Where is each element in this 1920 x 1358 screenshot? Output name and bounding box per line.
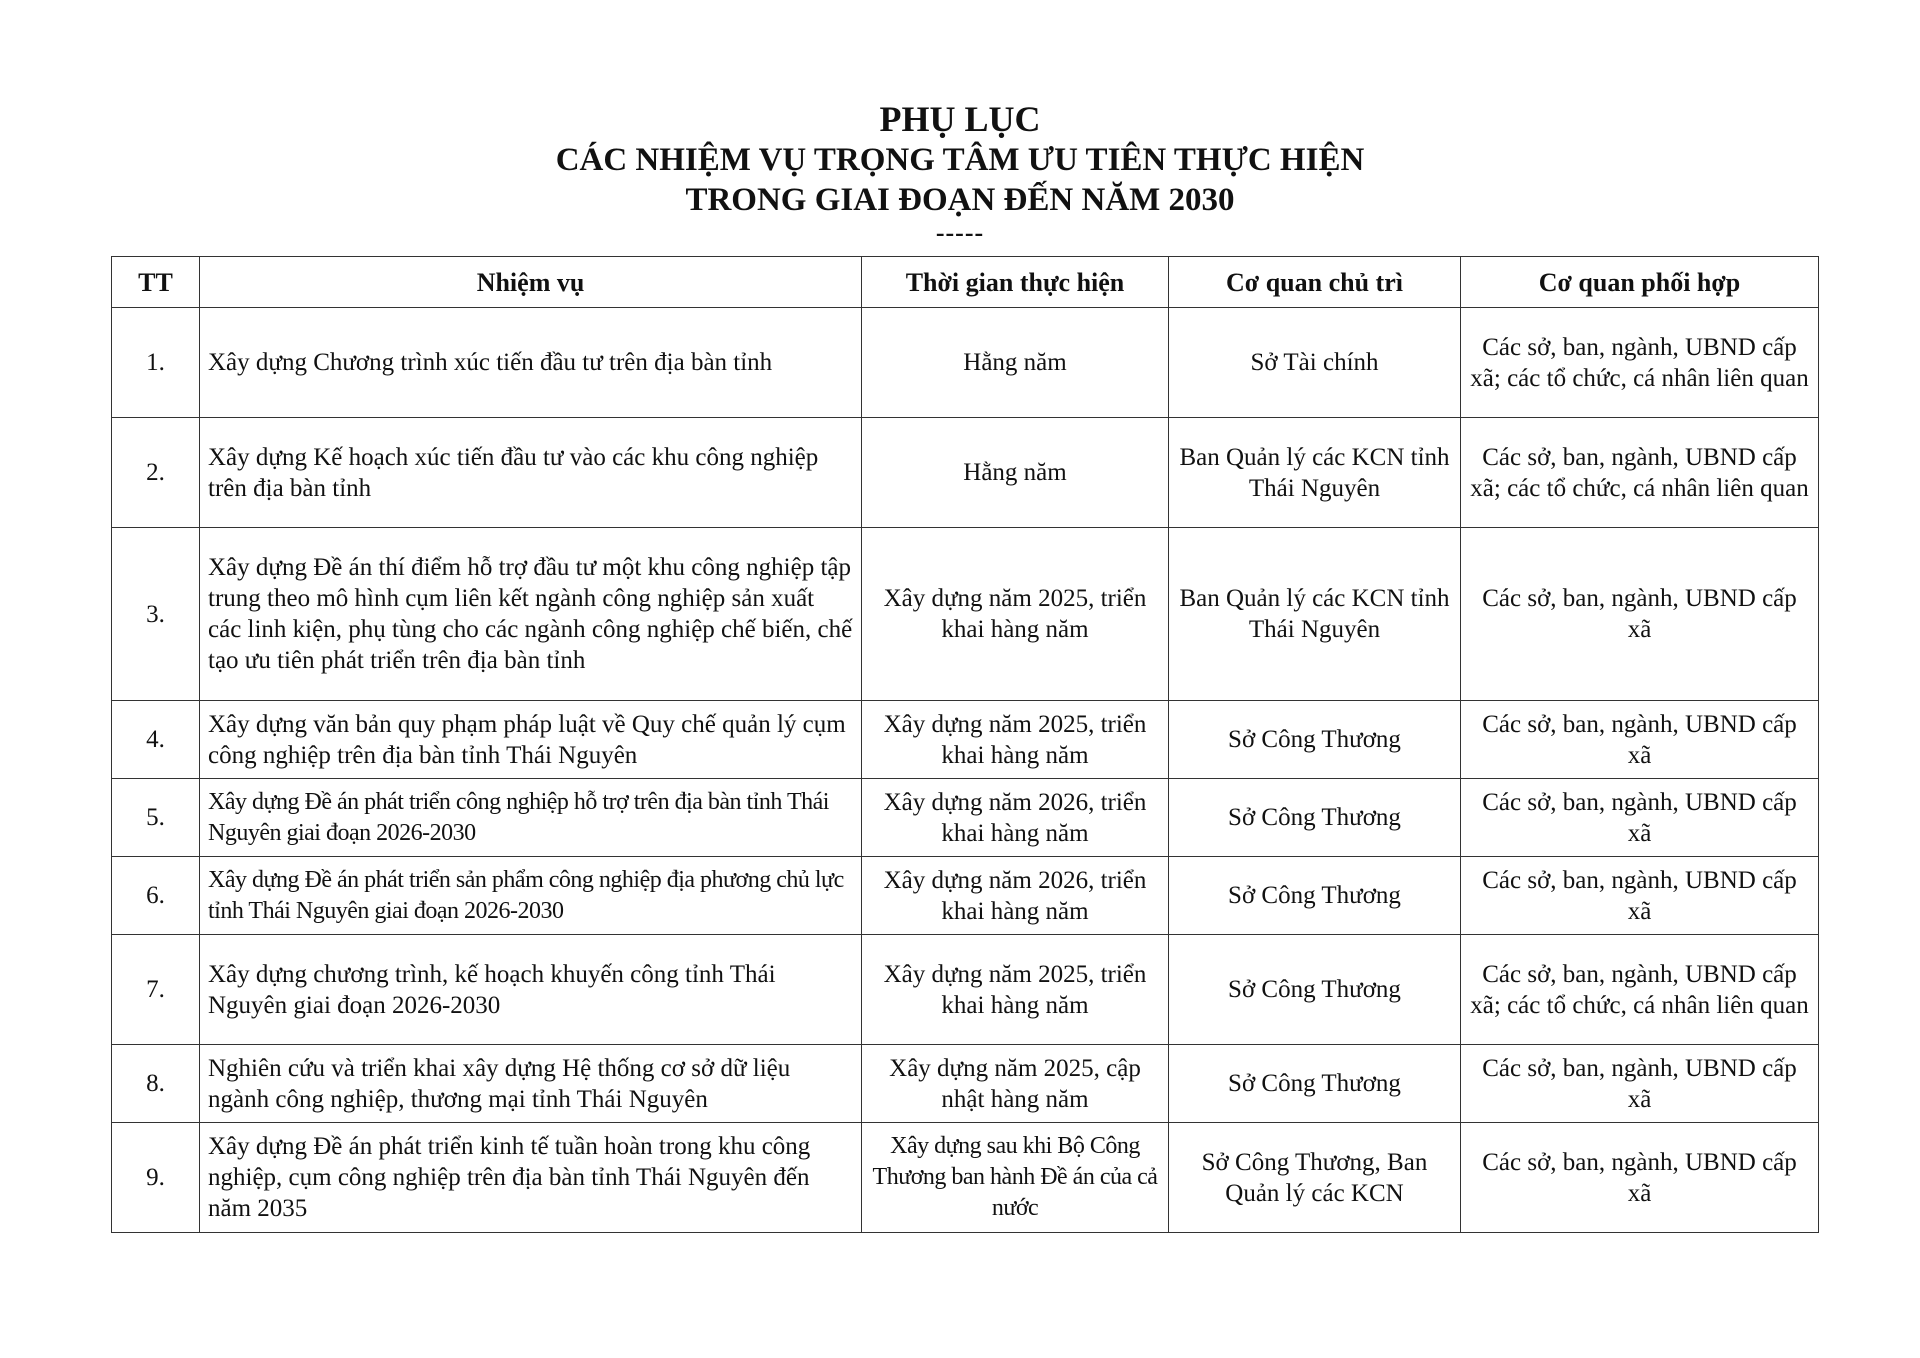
row-number: 9.	[112, 1123, 200, 1233]
row-number: 2.	[112, 418, 200, 528]
appendix-subtitle-line1: CÁC NHIỆM VỤ TRỌNG TÂM ƯU TIÊN THỰC HIỆN	[555, 142, 1365, 178]
time-cell: Xây dựng năm 2026, triển khai hàng năm	[862, 857, 1169, 935]
coop-agency-cell: Các sở, ban, ngành, UBND cấp xã	[1461, 701, 1819, 779]
title-separator: -----	[935, 218, 985, 247]
time-cell: Xây dựng năm 2025, triển khai hàng năm	[862, 701, 1169, 779]
header-task: Nhiệm vụ	[200, 257, 862, 308]
row-number: 8.	[112, 1045, 200, 1123]
appendix-subtitle-line2: TRONG GIAI ĐOẠN ĐẾN NĂM 2030	[685, 182, 1235, 218]
header-tt: TT	[112, 257, 200, 308]
row-number: 5.	[112, 779, 200, 857]
task-cell: Xây dựng Đề án thí điểm hỗ trợ đầu tư một khu công nghiệp tập trung theo mô hình cụm liên kết ngành công nghiệp sản xuất các linh kiện, phụ tùng cho các ngành công nghiệp chế biến, chế tạo ưu tiên phát triển trên địa bàn tỉnh	[200, 528, 862, 701]
coop-agency-cell: Các sở, ban, ngành, UBND cấp xã; các tổ chức, cá nhân liên quan	[1461, 935, 1819, 1045]
table-row	[112, 308, 1819, 418]
lead-agency-cell: Sở Công Thương	[1169, 779, 1461, 857]
task-cell: Xây dựng Chương trình xúc tiến đầu tư trên địa bàn tỉnh	[200, 308, 862, 418]
table-row	[112, 528, 1819, 701]
lead-agency-cell: Sở Công Thương	[1169, 857, 1461, 935]
header-coop: Cơ quan phối hợp	[1461, 257, 1819, 308]
table-row	[112, 857, 1819, 935]
coop-agency-cell: Các sở, ban, ngành, UBND cấp xã; các tổ chức, cá nhân liên quan	[1461, 308, 1819, 418]
tasks-table	[111, 256, 1819, 1233]
table-row	[112, 418, 1819, 528]
time-cell: Xây dựng sau khi Bộ Công Thương ban hành Đề án của cả nước	[862, 1123, 1169, 1233]
time-cell: Hằng năm	[862, 308, 1169, 418]
coop-agency-cell: Các sở, ban, ngành, UBND cấp xã	[1461, 1123, 1819, 1233]
row-number: 3.	[112, 528, 200, 701]
table-row	[112, 935, 1819, 1045]
task-cell: Xây dựng chương trình, kế hoạch khuyến công tỉnh Thái Nguyên giai đoạn 2026-2030	[200, 935, 862, 1045]
lead-agency-cell: Sở Công Thương, Ban Quản lý các KCN	[1169, 1123, 1461, 1233]
time-cell: Xây dựng năm 2025, triển khai hàng năm	[862, 935, 1169, 1045]
time-cell: Xây dựng năm 2025, cập nhật hàng năm	[862, 1045, 1169, 1123]
task-cell: Nghiên cứu và triển khai xây dựng Hệ thống cơ sở dữ liệu ngành công nghiệp, thương mại tỉnh Thái Nguyên	[200, 1045, 862, 1123]
lead-agency-cell: Sở Tài chính	[1169, 308, 1461, 418]
appendix-title: PHỤ LỤC	[879, 99, 1041, 139]
task-cell: Xây dựng Kế hoạch xúc tiến đầu tư vào các khu công nghiệp trên địa bàn tỉnh	[200, 418, 862, 528]
row-number: 6.	[112, 857, 200, 935]
lead-agency-cell: Ban Quản lý các KCN tỉnh Thái Nguyên	[1169, 528, 1461, 701]
coop-agency-cell: Các sở, ban, ngành, UBND cấp xã	[1461, 1045, 1819, 1123]
task-cell: Xây dựng Đề án phát triển công nghiệp hỗ trợ trên địa bàn tỉnh Thái Nguyên giai đoạn 2026-2030	[200, 779, 862, 857]
coop-agency-cell: Các sở, ban, ngành, UBND cấp xã	[1461, 857, 1819, 935]
task-cell: Xây dựng văn bản quy phạm pháp luật về Quy chế quản lý cụm công nghiệp trên địa bàn tỉnh Thái Nguyên	[200, 701, 862, 779]
task-cell: Xây dựng Đề án phát triển kinh tế tuần hoàn trong khu công nghiệp, cụm công nghiệp trên địa bàn tỉnh Thái Nguyên đến năm 2035	[200, 1123, 862, 1233]
lead-agency-cell: Ban Quản lý các KCN tỉnh Thái Nguyên	[1169, 418, 1461, 528]
table-row	[112, 1045, 1819, 1123]
row-number: 1.	[112, 308, 200, 418]
time-cell: Hằng năm	[862, 418, 1169, 528]
header-time: Thời gian thực hiện	[862, 257, 1169, 308]
table-row	[112, 1123, 1819, 1233]
row-number: 7.	[112, 935, 200, 1045]
task-cell: Xây dựng Đề án phát triển sản phẩm công nghiệp địa phương chủ lực tỉnh Thái Nguyên giai đoạn 2026-2030	[200, 857, 862, 935]
time-cell: Xây dựng năm 2025, triển khai hàng năm	[862, 528, 1169, 701]
title-block	[0, 98, 1920, 246]
coop-agency-cell: Các sở, ban, ngành, UBND cấp xã; các tổ chức, cá nhân liên quan	[1461, 418, 1819, 528]
coop-agency-cell: Các sở, ban, ngành, UBND cấp xã	[1461, 528, 1819, 701]
time-cell: Xây dựng năm 2026, triển khai hàng năm	[862, 779, 1169, 857]
row-number: 4.	[112, 701, 200, 779]
lead-agency-cell: Sở Công Thương	[1169, 935, 1461, 1045]
lead-agency-cell: Sở Công Thương	[1169, 1045, 1461, 1123]
table-row	[112, 779, 1819, 857]
table-header-row	[112, 257, 1819, 308]
table-row	[112, 701, 1819, 779]
header-lead: Cơ quan chủ trì	[1169, 257, 1461, 308]
lead-agency-cell: Sở Công Thương	[1169, 701, 1461, 779]
coop-agency-cell: Các sở, ban, ngành, UBND cấp xã	[1461, 779, 1819, 857]
